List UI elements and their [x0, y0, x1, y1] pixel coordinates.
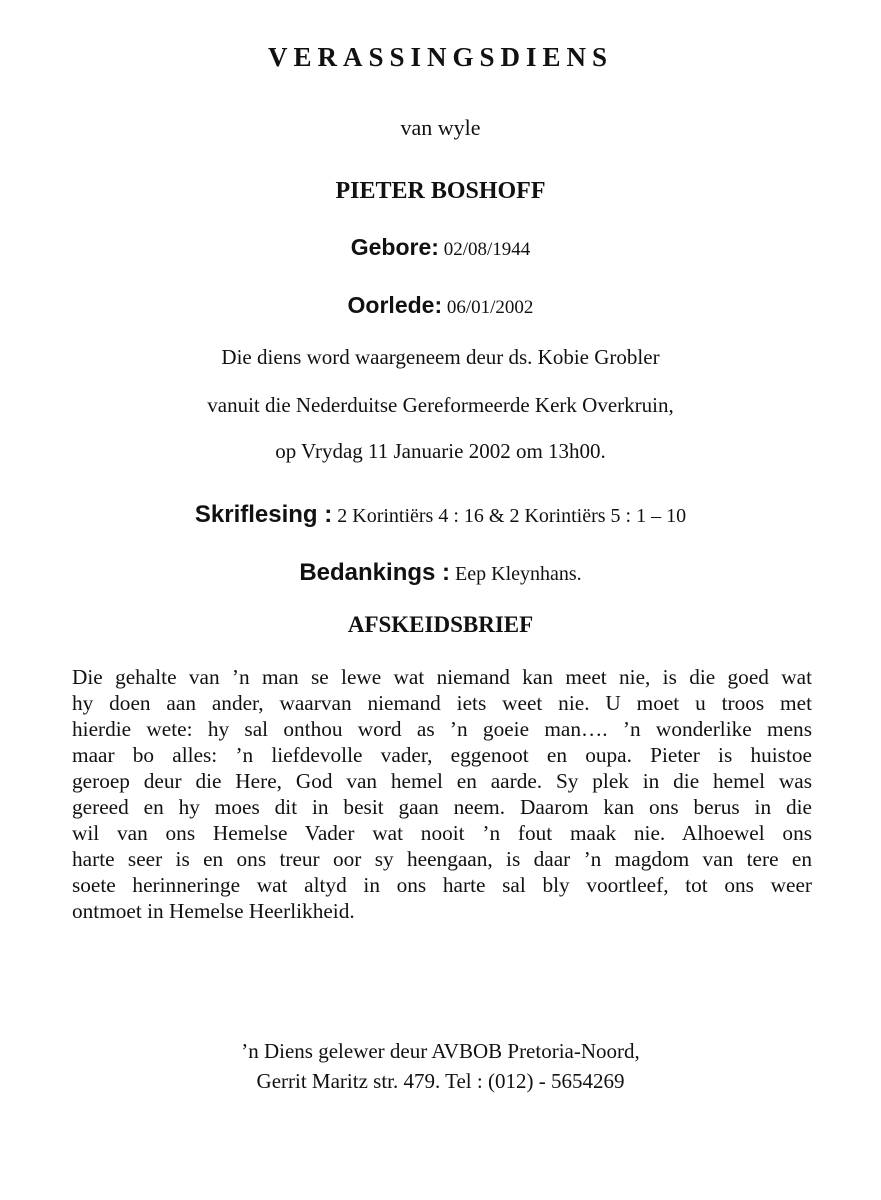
born-line: [0, 234, 881, 261]
letter-line: hy doen aan ander, waarvan niemand iets weet nie. U moet u troos met: [72, 691, 812, 715]
letter-line: maar bo alles: ’n liefdevolle vader, eggenoot en oupa. Pieter is huistoe: [72, 743, 812, 767]
deceased-name: PIETER BOSHOFF: [335, 178, 546, 204]
farewell-letter: [72, 664, 812, 924]
footer-provider: ’n Diens gelewer deur AVBOB Pretoria-Noord,: [241, 1039, 640, 1063]
born-label: Gebore:: [350, 234, 439, 260]
service-datetime: op Vrydag 11 Januarie 2002 om 13h00.: [275, 439, 606, 463]
letter-line: wil van ons Hemelse Vader wat nooit ’n fout maak nie. Alhoewel ons: [72, 821, 812, 845]
scripture-reading: [0, 501, 881, 529]
document-title: VERASSINGSDIENS: [267, 42, 614, 72]
letter-line: geroep deur die Here, God van hemel en aarde. Sy plek in die hemel was: [72, 769, 812, 793]
service-officiant: Die diens word waargeneem deur ds. Kobie Grobler: [221, 345, 660, 369]
service-venue: vanuit die Nederduitse Gereformeerde Kerk Overkruin,: [207, 393, 674, 417]
scripture-value: 2 Korintiërs 4 : 16 & 2 Korintiërs 5 : 1 – 10: [337, 505, 687, 527]
died-line: [0, 292, 881, 319]
died-label: Oorlede:: [347, 292, 443, 318]
thanks-label: Bedankings :: [299, 559, 451, 586]
letter-line: Die gehalte van ’n man se lewe wat niemand kan meet nie, is die goed wat: [72, 665, 812, 689]
died-date: 06/01/2002: [446, 297, 534, 318]
born-date: 02/08/1944: [443, 239, 531, 260]
thanks-line: [0, 559, 881, 587]
letter-line: gereed en hy moes dit in besit gaan neem. Daarom kan ons berus in die: [72, 795, 812, 819]
footer: [0, 1036, 881, 1096]
footer-address: Gerrit Maritz str. 479. Tel : (012) - 5654269: [256, 1069, 625, 1093]
letter-line: hierdie wete: hy sal onthou word as ’n goeie man…. ’n wonderlike mens: [72, 717, 812, 741]
letter-line: ontmoet in Hemelse Heerlikheid.: [72, 899, 355, 923]
scripture-label: Skriflesing :: [194, 501, 333, 528]
letter-heading: AFSKEIDSBRIEF: [347, 612, 534, 637]
letter-line: harte seer is en ons treur oor sy heengaan, is daar ’n magdom van tere en: [72, 847, 812, 871]
thanks-value: Eep Kleynhans.: [455, 563, 582, 585]
subtitle: van wyle: [400, 115, 481, 140]
letter-line: soete herinneringe wat altyd in ons harte sal bly voortleef, tot ons weer: [72, 873, 812, 897]
